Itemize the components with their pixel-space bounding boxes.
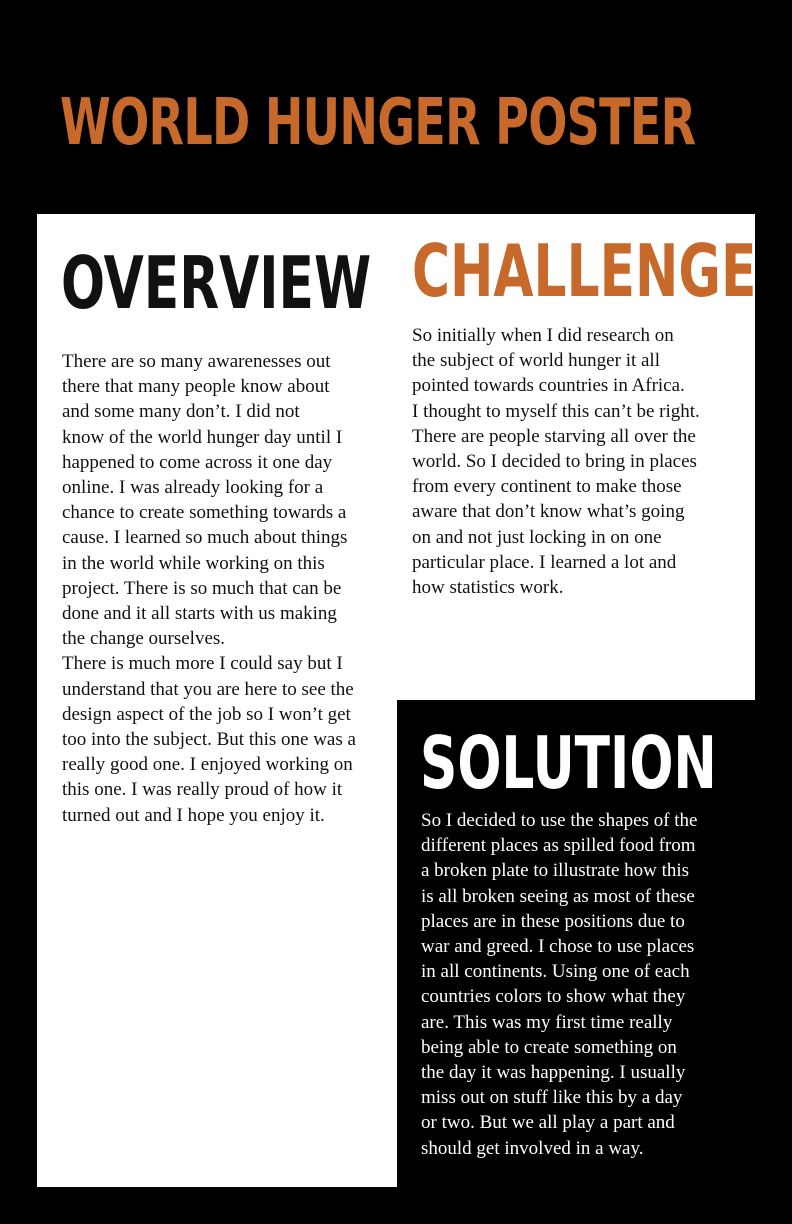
solution-text-line: are. This was my first time really xyxy=(421,1011,673,1033)
poster-title: WORLD HUNGER POSTER xyxy=(60,86,696,160)
challenge-text-line: There are people starving all over the xyxy=(412,425,696,447)
overview-text-line: and some many don’t. I did not xyxy=(62,401,300,423)
overview-text-line: There are so many awarenesses out xyxy=(62,351,331,372)
overview-text-line: chance to create something towards a xyxy=(62,502,347,524)
solution-text-line: in all continents. Using one of each xyxy=(421,961,690,983)
overview-text-line: there that many people know about xyxy=(62,376,330,398)
solution-text-line: miss out on stuff like this by a day xyxy=(421,1087,683,1109)
challenge-text-line: So initially when I did research on xyxy=(412,325,674,346)
overview-text xyxy=(62,349,392,828)
challenge-text-line: how statistics work. xyxy=(412,577,564,599)
challenge-text-line: the subject of world hunger it all xyxy=(412,350,660,372)
overview-text-line: the change ourselves. xyxy=(62,628,226,650)
overview-text-line: design aspect of the job so I won’t get xyxy=(62,703,351,725)
overview-text-line: know of the world hunger day until I xyxy=(62,426,343,448)
challenge-text-line: particular place. I learned a lot and xyxy=(412,551,677,573)
solution-text-line: countries colors to show what they xyxy=(421,986,686,1008)
overview-heading: OVERVIEW xyxy=(61,241,372,325)
overview-text-line: There is much more I could say but I xyxy=(62,653,343,675)
challenge-text-line: world. So I decided to bring in places xyxy=(412,451,697,473)
overview-text-line: cause. I learned so much about things xyxy=(62,527,348,549)
overview-text-line: happened to come across it one day xyxy=(62,451,333,473)
solution-text-line: being able to create something on xyxy=(421,1036,677,1058)
overview-text-line: too into the subject. But this one was a xyxy=(62,729,356,751)
overview-text-line: project. There is so much that can be xyxy=(62,577,342,599)
challenge-text-line: aware that don’t know what’s going xyxy=(412,501,685,523)
solution-text-line: different places as spilled food from xyxy=(421,835,696,857)
solution-heading: SOLUTION xyxy=(420,721,717,805)
challenge-heading: CHALLENGE xyxy=(412,229,757,313)
overview-text-line: this one. I was really proud of how it xyxy=(62,779,343,801)
solution-text-line: or two. But we all play a part and xyxy=(421,1112,675,1134)
challenge-text-line: I thought to myself this can’t be right. xyxy=(412,400,700,422)
solution-text xyxy=(421,808,751,1161)
solution-text-line: the day it was happening. I usually xyxy=(421,1062,686,1084)
overview-text-line: online. I was already looking for a xyxy=(62,477,324,499)
challenge-text-line: on and not just locking in on one xyxy=(412,526,662,548)
solution-text-line: So I decided to use the shapes of the xyxy=(421,810,698,831)
solution-text-line: should get involved in a way. xyxy=(421,1137,644,1159)
challenge-text-line: from every continent to make those xyxy=(412,476,682,498)
overview-text-line: really good one. I enjoyed working on xyxy=(62,754,353,776)
overview-text-line: done and it all starts with us making xyxy=(62,603,337,625)
overview-text-line: in the world while working on this xyxy=(62,552,325,574)
solution-text-line: places are in these positions due to xyxy=(421,910,685,932)
solution-text-line: is all broken seeing as most of these xyxy=(421,885,695,907)
challenge-text xyxy=(412,323,747,600)
solution-text-line: a broken plate to illustrate how this xyxy=(421,860,690,882)
challenge-text-line: pointed towards countries in Africa. xyxy=(412,375,685,397)
overview-text-line: turned out and I hope you enjoy it. xyxy=(62,804,325,826)
solution-text-line: war and greed. I chose to use places xyxy=(421,936,695,958)
overview-text-line: understand that you are here to see the xyxy=(62,678,354,700)
